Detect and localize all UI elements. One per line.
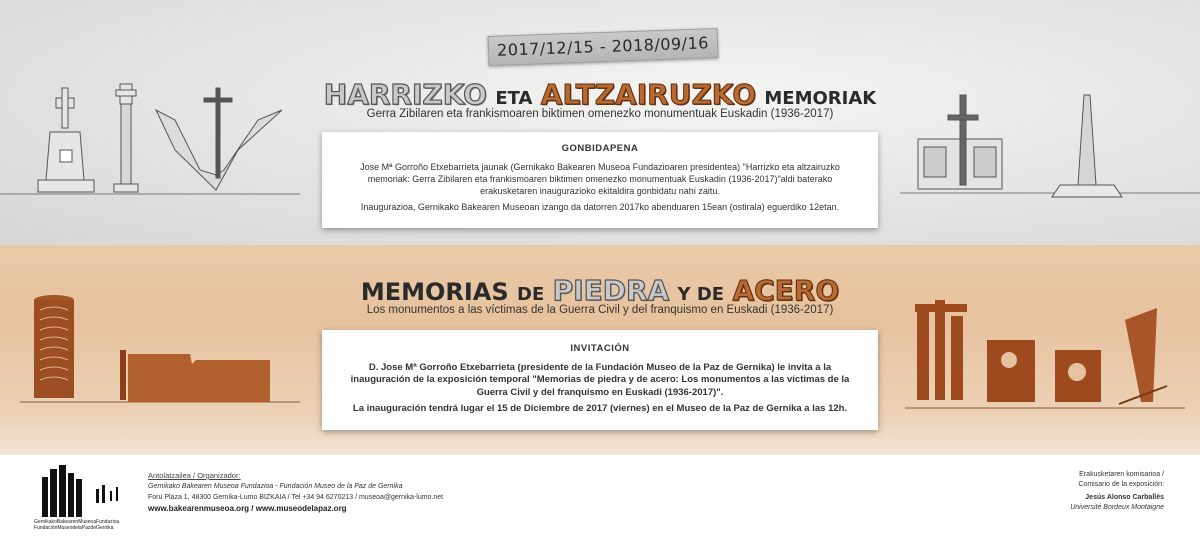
basque-subtitle: Gerra Zibilaren eta frankismoaren biktimen omenezko monumentuak Euskadin (1936-2017): [366, 108, 834, 120]
spanish-invitation-note: La inauguración tendrá lugar el 15 de Diciembre de 2017 (viernes) en el Museo de la Paz de Gernika a las 12h.: [352, 403, 848, 414]
spanish-invitation-card: [322, 330, 878, 430]
logo-caption: GernikakoBakearenMuseoaFundazioa FundaciónMuseodelaPazdeGernika: [34, 519, 120, 531]
organizer-name: Gernikako Bakearen Museoa Fundazioa - Fundación Museo de la Paz de Gernika: [148, 483, 403, 490]
basque-title-stone-word: HARRIZKO: [323, 78, 487, 111]
curator-affiliation: Université Bordeux Montaigne: [1070, 504, 1164, 511]
curator-block: [944, 470, 1164, 513]
spanish-title-steel-word: ACERO: [732, 274, 840, 307]
curator-label-basque: Erakusketaren komisarioa /: [1079, 471, 1164, 478]
basque-invitation-card: [322, 132, 878, 228]
curator-label-spanish: Comisario de la exposición:: [1078, 481, 1164, 488]
curator-name: Jesús Alonso Carballés: [1085, 494, 1164, 501]
basque-invitation-note: Inaugurazioa, Gernikako Bakearen Museoan izango da datorren 2017ko abenduaren 15ean (ostirala) eguerdiko 12etan.: [360, 202, 840, 212]
basque-title-conjunction: ETA: [495, 88, 533, 109]
spanish-title-memorias: MEMORIAS: [360, 278, 509, 306]
basque-title-steel-word: ALTZAIRUZKO: [540, 78, 756, 111]
spanish-title-stone-word: PIEDRA: [552, 274, 670, 307]
museum-logo: [36, 461, 128, 527]
spanish-title-de: DE: [517, 284, 545, 305]
spanish-title-y-de: Y DE: [677, 284, 725, 305]
basque-invitation-body: Jose Mª Gorroño Etxebarrieta jaunak (Gernikako Bakearen Museoa Fundazioaren presidentea) "Harrizko eta altzairuzko memoriak: Gerra Zibilaren eta frankismoaren biktimen omenezko monumentuak Euskadin (1936-2017)"aldi baterako erakusketaren inaugurazioko ekitaldira gonbidatu nahi zaitu.: [360, 162, 840, 196]
basque-title-memory-word: MEMORIAK: [764, 88, 877, 109]
spanish-title: [0, 274, 1200, 307]
spanish-invitation-heading: INVITACIÓN: [570, 343, 630, 354]
spanish-invitation-body: D. Jose Mª Gorroño Etxebarrieta (presidente de la Fundación Museo de la Paz de Gernika) le invita a la inauguración de la exposición temporal "Memorias de piedra y de acero: Los monumentos a las víctimas de la Guerra Civil y del franquismo en Euskadi (1936-2017)".: [350, 361, 850, 398]
spanish-subtitle: Los monumentos a las víctimas de la Guerra Civil y del franquismo en Euskadi (1936-2017): [366, 304, 834, 316]
organizer-websites[interactable]: www.bakearenmuseoa.org / www.museodelapaz.org: [148, 504, 347, 513]
organizer-address: Foru Plaza 1, 48300 Gernika-Lumo BIZKAIA / Tel +34 94 6270213 / museoa@gernika-lumo.net: [148, 494, 444, 501]
organizer-block: [148, 470, 443, 514]
basque-invitation-heading: GONBIDAPENA: [561, 143, 639, 154]
organizer-label: Antolatzailea / Organizador:: [148, 471, 241, 480]
date-range-badge: 2017/12/15 - 2018/09/16: [488, 28, 719, 66]
basque-title: [0, 78, 1200, 111]
